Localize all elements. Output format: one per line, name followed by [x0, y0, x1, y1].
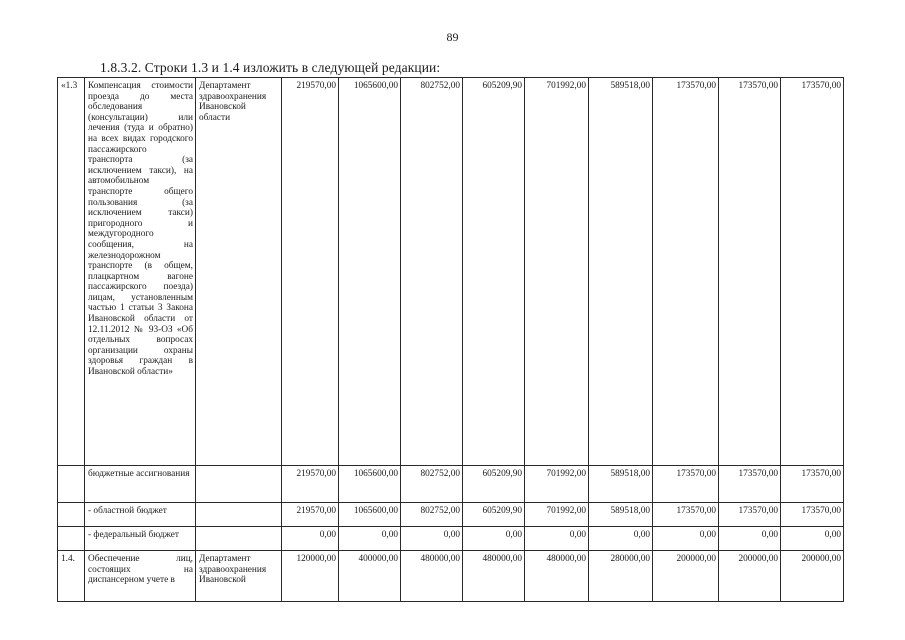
value-cell: 400000,00 [339, 551, 401, 602]
value-cell: 589518,00 [589, 466, 653, 503]
value-cell: 0,00 [525, 527, 589, 551]
row-1-4 [58, 551, 844, 602]
value-cell: 1065600,00 [339, 503, 401, 527]
value-cell: 0,00 [463, 527, 525, 551]
row-code-cell [58, 466, 85, 503]
description-cell: - федеральный бюджет [85, 527, 196, 551]
executor-cell: Департамент здравоохранения Ивановской [196, 551, 282, 602]
value-cell: 701992,00 [525, 78, 589, 466]
value-cell: 0,00 [781, 527, 844, 551]
value-cell: 219570,00 [282, 466, 339, 503]
value-cell: 173570,00 [781, 503, 844, 527]
value-cell: 480000,00 [525, 551, 589, 602]
value-cell: 480000,00 [401, 551, 463, 602]
row-code-cell [58, 503, 85, 527]
row-regional-budget [58, 503, 844, 527]
value-cell: 200000,00 [719, 551, 781, 602]
value-cell: 120000,00 [282, 551, 339, 602]
value-cell: 200000,00 [653, 551, 719, 602]
value-cell: 173570,00 [719, 466, 781, 503]
row-code-cell: 1.4. [58, 551, 85, 602]
value-cell: 173570,00 [719, 503, 781, 527]
row-1-3 [58, 78, 844, 466]
description-cell: - областной бюджет [85, 503, 196, 527]
row-budget-allocations [58, 466, 844, 503]
value-cell: 1065600,00 [339, 466, 401, 503]
value-cell: 173570,00 [653, 466, 719, 503]
executor-cell [196, 527, 282, 551]
value-cell: 173570,00 [653, 78, 719, 466]
value-cell: 173570,00 [781, 78, 844, 466]
executor-cell [196, 503, 282, 527]
value-cell: 480000,00 [463, 551, 525, 602]
page-number: 89 [446, 30, 459, 44]
value-cell: 0,00 [589, 527, 653, 551]
value-cell: 200000,00 [781, 551, 844, 602]
value-cell: 173570,00 [653, 503, 719, 527]
value-cell: 0,00 [719, 527, 781, 551]
value-cell: 173570,00 [719, 78, 781, 466]
value-cell: 802752,00 [401, 466, 463, 503]
value-cell: 605209,90 [463, 466, 525, 503]
value-cell: 0,00 [401, 527, 463, 551]
description-cell: Обеспечение лиц, состоящих на диспансерном учете в [85, 551, 196, 602]
amendment-heading: 1.8.3.2. Строки 1.3 и 1.4 изложить в следующей редакции: [100, 60, 441, 75]
value-cell: 589518,00 [589, 503, 653, 527]
value-cell: 802752,00 [401, 503, 463, 527]
executor-cell [196, 466, 282, 503]
value-cell: 0,00 [653, 527, 719, 551]
value-cell: 1065600,00 [339, 78, 401, 466]
value-cell: 0,00 [339, 527, 401, 551]
budget-table [57, 77, 844, 602]
value-cell: 280000,00 [589, 551, 653, 602]
row-federal-budget [58, 527, 844, 551]
executor-cell: Департамент здравоохранения Ивановской области [196, 78, 282, 466]
value-cell: 173570,00 [781, 466, 844, 503]
description-cell: бюджетные ассигнования [85, 466, 196, 503]
description-cell: Компенсация стоимости проезда до места обследования (консультации) или лечения (туда и обратно) на всех видах городского пассажирского транспорта (за исключением такси), на автомобильном транспорте общего пользования (за исключением такси) пригородного и междугородного сообщения, на железнодорожном транспорте (в общем, плацкартном вагоне пассажирского поезда) лицам, установленным частью 1 статьи 3 Закона Ивановской области от 12.11.2012 № 93-ОЗ «Об отдельных вопросах организации охраны здоровья граждан в Ивановской области» [85, 78, 196, 466]
value-cell: 701992,00 [525, 466, 589, 503]
value-cell: 219570,00 [282, 503, 339, 527]
row-code-cell: «1.3 [58, 78, 85, 466]
value-cell: 802752,00 [401, 78, 463, 466]
value-cell: 219570,00 [282, 78, 339, 466]
value-cell: 0,00 [282, 527, 339, 551]
value-cell: 701992,00 [525, 503, 589, 527]
value-cell: 605209,90 [463, 78, 525, 466]
value-cell: 605209,90 [463, 503, 525, 527]
value-cell: 589518,00 [589, 78, 653, 466]
row-code-cell [58, 527, 85, 551]
